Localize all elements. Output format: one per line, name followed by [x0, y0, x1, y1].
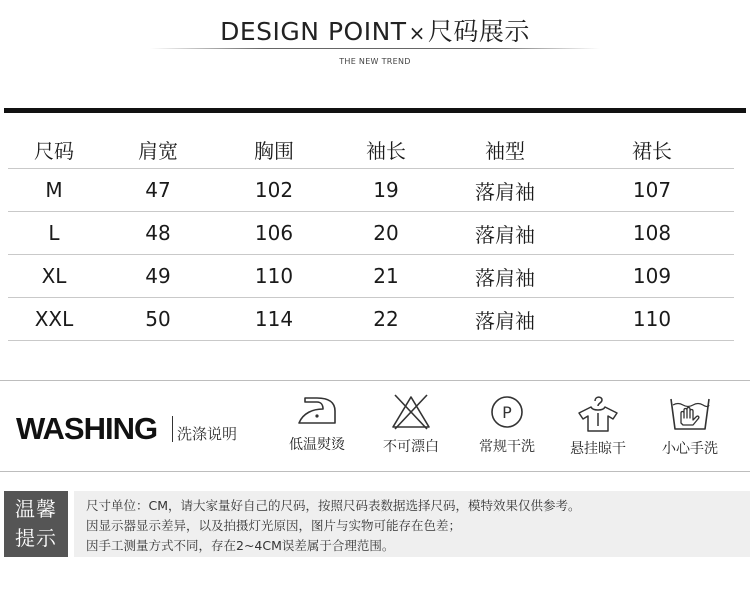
care-label: 不可漂白 — [383, 439, 439, 455]
cell-sleeve-length: 22 — [332, 298, 440, 341]
tips-label-line2: 提示 — [15, 526, 57, 550]
cell-size: XL — [8, 255, 100, 298]
hang-dry-icon — [575, 393, 621, 433]
care-item-iron — [272, 393, 362, 454]
washing-subtitle: 洗涤说明 — [177, 425, 238, 443]
care-item-hand-wash — [645, 393, 735, 458]
hand-wash-icon — [667, 393, 713, 433]
size-table-header-row — [8, 130, 734, 169]
iron-icon — [295, 393, 339, 429]
header-shoulder: 肩宽 — [138, 138, 178, 163]
svg-text:P: P — [502, 403, 512, 422]
table-row — [8, 255, 734, 298]
tips-line: 因显示器显示差异，以及拍摄灯光原因，图片与实物可能存在色差； — [86, 518, 462, 533]
header-sleeve-type: 袖型 — [485, 138, 525, 163]
title-english: DESIGN POINT — [220, 17, 407, 46]
cell-skirt-length: 109 — [570, 255, 734, 298]
cell-sleeve-type: 落肩袖 — [440, 169, 570, 212]
cell-shoulder: 50 — [100, 298, 216, 341]
care-label: 常规干洗 — [479, 439, 535, 455]
no-bleach-icon — [389, 393, 433, 431]
washing-section — [0, 380, 750, 472]
cell-sleeve-length: 20 — [332, 212, 440, 255]
cell-shoulder: 48 — [100, 212, 216, 255]
care-item-no-bleach — [366, 393, 456, 456]
cell-sleeve-type: 落肩袖 — [440, 212, 570, 255]
cell-shoulder: 47 — [100, 169, 216, 212]
cell-size: XXL — [8, 298, 100, 341]
cell-bust: 106 — [216, 212, 332, 255]
tips-label-line1: 温馨 — [15, 497, 57, 521]
tips-line: 因手工测量方式不同，存在2~4CM误差属于合理范围。 — [86, 538, 395, 553]
cell-size: M — [8, 169, 100, 212]
washing-divider — [172, 416, 173, 442]
tips-label — [4, 491, 68, 557]
header-bust: 胸围 — [254, 138, 294, 163]
table-row — [8, 212, 734, 255]
design-point-title — [0, 12, 750, 48]
table-row — [8, 298, 734, 341]
care-label: 悬挂晾干 — [570, 441, 626, 457]
tips-line: 尺寸单位：CM，请大家量好自己的尺码，按照尺码表数据选择尺码，模特效果仅供参考。 — [86, 498, 581, 513]
cell-bust: 114 — [216, 298, 332, 341]
cell-bust: 110 — [216, 255, 332, 298]
cell-sleeve-length: 21 — [332, 255, 440, 298]
cell-skirt-length: 107 — [570, 169, 734, 212]
cell-shoulder: 49 — [100, 255, 216, 298]
care-label: 小心手洗 — [662, 441, 718, 457]
cell-size: L — [8, 212, 100, 255]
subtitle: THE NEW TREND — [339, 57, 411, 66]
cell-sleeve-type: 落肩袖 — [440, 255, 570, 298]
header-size: 尺码 — [34, 138, 74, 163]
care-item-dry-clean — [462, 393, 552, 456]
tips-box — [74, 491, 750, 557]
table-row — [8, 169, 734, 212]
cell-sleeve-type: 落肩袖 — [440, 298, 570, 341]
care-item-hang-dry — [553, 393, 643, 458]
washing-title: WASHING — [16, 411, 158, 446]
header-skirt-length: 裙长 — [632, 138, 672, 163]
cell-skirt-length: 110 — [570, 298, 734, 341]
professional-clean-icon — [487, 393, 527, 431]
cell-bust: 102 — [216, 169, 332, 212]
size-table — [8, 130, 734, 341]
title-times-sign: × — [408, 21, 426, 45]
title-underline — [150, 48, 600, 49]
title-chinese: 尺码展示 — [427, 17, 530, 46]
cell-skirt-length: 108 — [570, 212, 734, 255]
table-top-bar — [4, 108, 746, 113]
care-label: 低温熨烫 — [289, 437, 345, 453]
cell-sleeve-length: 19 — [332, 169, 440, 212]
header-sleeve-length: 袖长 — [366, 138, 406, 163]
